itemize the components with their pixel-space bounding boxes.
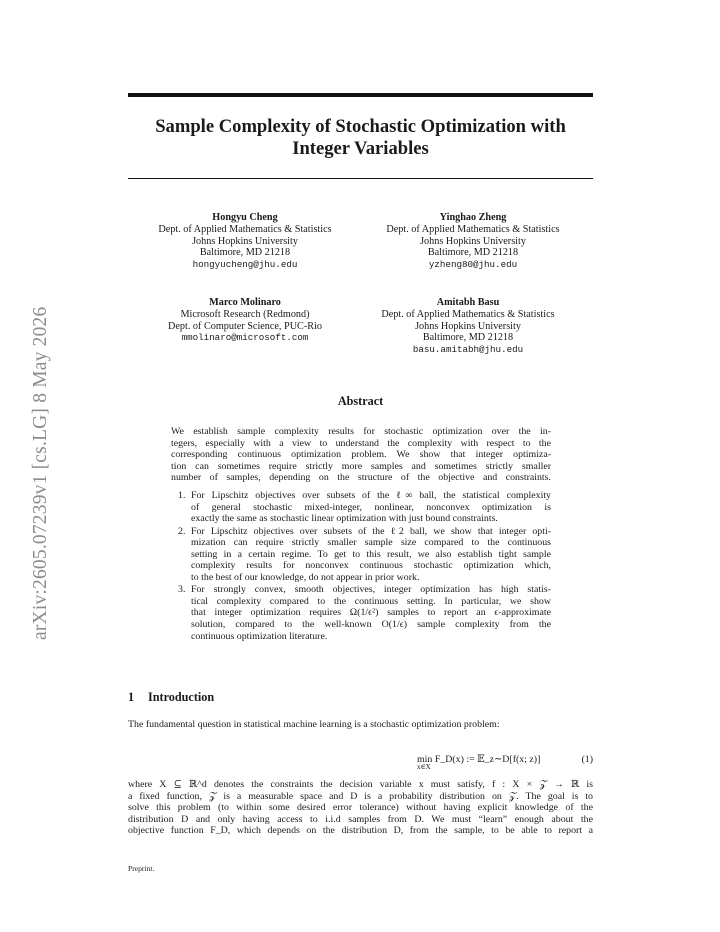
text-line: that integer optimization requires Ω(1/ϵ²) samples to report an ϵ-approximate: [191, 607, 551, 619]
author-name: Yinghao Zheng: [439, 212, 507, 223]
list-item: [171, 584, 551, 642]
text-line: continuous optimization literature.: [191, 630, 328, 642]
author-name: Hongyu Cheng: [212, 212, 278, 223]
title-line-1: Sample Complexity of Stochastic Optimization with: [155, 116, 566, 137]
text-line: For Lipschitz objectives over subsets of the ℓ∞ ball, the statistical complexity: [191, 490, 551, 501]
author-address: Baltimore, MD 21218: [422, 332, 514, 344]
author-affiliation: Dept. of Applied Mathematics & Statistics: [158, 223, 332, 235]
text-line: solve this problem (to within some desired error tolerance) without having explicit knowledge of the: [128, 802, 593, 814]
author-email: hongyucheng@jhu.edu: [192, 259, 298, 271]
author-affiliation: Dept. of Applied Mathematics & Statistics: [381, 308, 555, 320]
author-email: mmolinaro@microsoft.com: [181, 332, 309, 344]
author-block: [368, 212, 578, 271]
equation-number: (1): [581, 754, 593, 765]
text-line: a fixed function, 𝒵 is a measurable space and D is a probability distribution on 𝒵. The goal is to: [128, 790, 593, 802]
section-number: 1: [128, 690, 135, 704]
author-affiliation: Dept. of Applied Mathematics & Statistics: [386, 223, 560, 235]
text-line: For Lipschitz objectives over subsets of the ℓ2 ball, we show that integer opti-: [191, 525, 551, 537]
equation-subscript: x∈X: [417, 763, 431, 771]
text-line: where X ⊆ ℝ^d denotes the constraints the decision variable x must satisfy, f : X × 𝒵 → ℝ is: [128, 779, 593, 790]
author-affiliation: Johns Hopkins University: [420, 235, 526, 247]
abstract-paragraph: [171, 426, 551, 484]
text-line: of general stochastic mixed-integer, nonlinear, nonconvex optimization is: [191, 501, 551, 513]
author-block: [140, 297, 350, 344]
author-block: [363, 297, 573, 356]
author-name: Marco Molinaro: [209, 297, 281, 308]
text-line: tion can sometimes require strictly more samples and sometimes strictly smaller: [171, 460, 551, 472]
title-bottom-rule: [128, 178, 593, 179]
author-affiliation: Dept. of Computer Science, PUC-Rio: [168, 320, 322, 332]
author-address: Baltimore, MD 21218: [199, 247, 291, 259]
author-email: yzheng80@jhu.edu: [428, 259, 518, 271]
list-number: 1.: [178, 490, 186, 501]
text-line: tical complexity compared to the continuous setting. In particular, we show: [191, 595, 551, 607]
author-email: basu.amitabh@jhu.edu: [412, 344, 524, 356]
author-block: [140, 212, 350, 271]
text-line: solution, compared to the well-known O(1/ϵ) sample complexity from the: [191, 619, 551, 631]
text-line: mization can require strictly smaller sample size compared to the continuous: [191, 537, 551, 549]
list-item: [171, 526, 551, 584]
author-affiliation: Johns Hopkins University: [192, 235, 298, 247]
section-title: Introduction: [148, 690, 215, 704]
text-line: complexity results for nonconvex continuous stochastic optimization which,: [191, 560, 551, 572]
text-line: We establish sample complexity results for stochastic optimization over the in-: [171, 426, 551, 437]
abstract-heading: Abstract: [337, 394, 384, 408]
list-item: [171, 490, 551, 525]
equation-expression: min F_D(x) := 𝔼_z∼D[f(x; z)]: [417, 754, 541, 765]
paper-title: [128, 116, 593, 160]
text-line: exactly the same as stochastic linear optimization with just bound constraints.: [191, 513, 498, 525]
section-heading: [128, 690, 214, 705]
text-line: objective function F_D, which depends on the distribution D, from the sample, to be able to report a: [128, 825, 593, 837]
list-number: 2.: [178, 525, 186, 537]
text-line: setting in a certain regime. To get to this result, we also establish tight sample: [191, 548, 551, 560]
text-line: distribution D and only having access to i.i.d samples from D. We must “learn” enough about the: [128, 813, 593, 825]
author-name: Amitabh Basu: [436, 297, 500, 308]
author-affiliation: Microsoft Research (Redmond): [180, 308, 310, 320]
text-line: tegers, especially with a view to understand the complexity with respect to the: [171, 437, 551, 449]
top-rule: [128, 93, 593, 97]
list-number: 3.: [178, 584, 186, 596]
text-line: The fundamental question in statistical machine learning is a stochastic optimization problem:: [128, 719, 500, 730]
text-line: corresponding continuous optimization problem. We show that integer optimiza-: [171, 449, 551, 461]
author-address: Baltimore, MD 21218: [427, 247, 519, 259]
intro-sentence: [128, 719, 593, 731]
text-line: to the best of our knowledge, do not appear in prior work.: [191, 571, 420, 583]
text-line: For strongly convex, smooth objectives, integer optimization has high statis-: [191, 584, 551, 596]
author-affiliation: Johns Hopkins University: [415, 320, 521, 332]
footer-note: Preprint.: [128, 864, 155, 873]
body-paragraph: [128, 779, 593, 837]
title-line-2: Integer Variables: [292, 138, 429, 159]
contribution-list: [171, 490, 551, 642]
arxiv-identifier: arXiv:2605.07239v1 [cs.LG] 8 May 2026: [30, 306, 51, 640]
text-line: number of samples, depending on the structure of the objective and constraints.: [171, 472, 551, 484]
